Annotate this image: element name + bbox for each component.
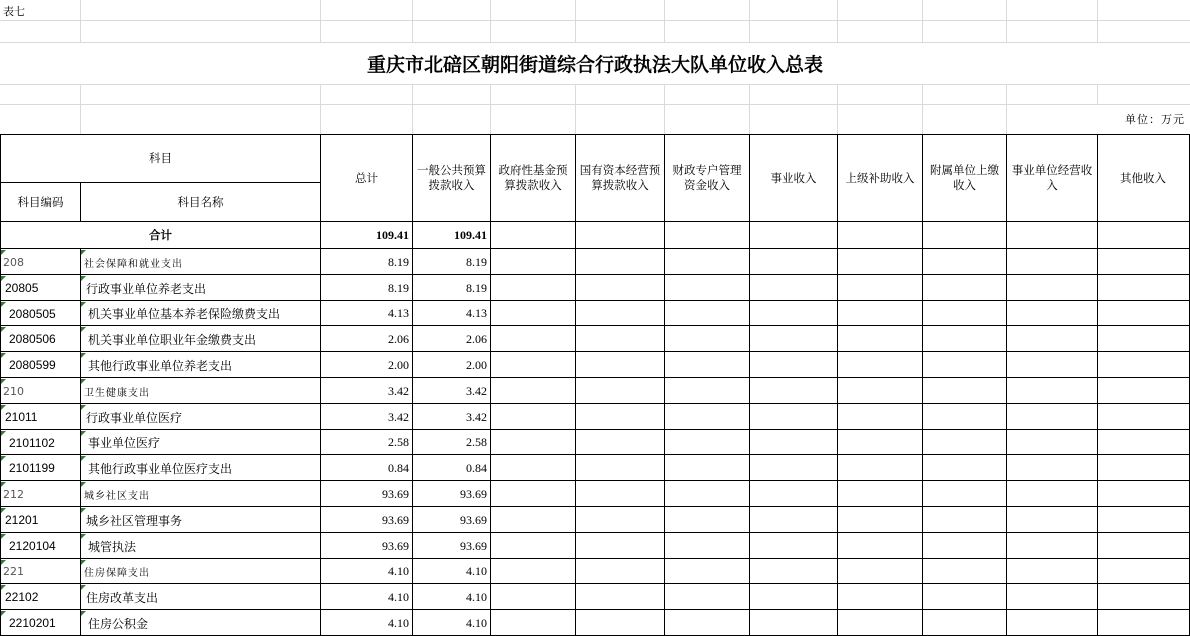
header-general-budget: 一般公共预算拨款收入 [417, 163, 486, 192]
cell-code[interactable]: 22102 [5, 590, 39, 604]
cell-marker-icon [1, 482, 6, 487]
table-border-line [0, 429, 1190, 430]
table-border-line [80, 248, 81, 636]
cell-name[interactable]: 其他行政事业单位医疗支出 [88, 461, 233, 476]
cell-name[interactable]: 其他行政事业单位养老支出 [88, 358, 233, 373]
cell-total[interactable]: 93.69 [382, 486, 409, 501]
grid-line [837, 0, 838, 42]
table-border-line [0, 506, 1190, 507]
cell-code[interactable]: 208 [3, 255, 24, 269]
table-border-line [0, 248, 1190, 249]
unit-label: 单位：万元 [1125, 113, 1185, 126]
cell-code[interactable]: 221 [3, 565, 24, 578]
grid-line [922, 0, 923, 42]
grid-line [837, 84, 838, 134]
cell-marker-icon [81, 276, 86, 281]
grid-line [0, 20, 1190, 21]
cell-total[interactable]: 2.06 [388, 331, 409, 346]
cell-code[interactable]: 212 [3, 487, 24, 501]
cell-name[interactable]: 机关事业单位基本养老保险缴费支出 [88, 307, 281, 321]
table-border-line [664, 134, 665, 636]
cell-marker-icon [1, 327, 6, 332]
cell-marker-icon [1, 560, 6, 565]
table-border-line [0, 454, 1190, 455]
table-border-line [837, 134, 838, 636]
cell-marker-icon [1, 250, 6, 255]
table-border-line [0, 134, 1190, 135]
cell-general-budget[interactable]: 2.06 [466, 331, 487, 346]
cell-name[interactable]: 住房保障支出 [84, 568, 150, 579]
cell-marker-icon [1, 379, 6, 384]
cell-marker-icon [1, 431, 6, 436]
cell-name[interactable]: 城乡社区管理事务 [86, 513, 183, 528]
header-code: 科目编码 [17, 194, 64, 209]
cell-name[interactable]: 行政事业单位养老支出 [86, 281, 207, 296]
cell-marker-icon [81, 508, 86, 513]
cell-code[interactable]: 20805 [5, 281, 39, 295]
cell-marker-icon [1, 508, 6, 513]
cell-marker-icon [81, 431, 86, 436]
cell-total[interactable]: 4.10 [388, 564, 409, 578]
cell-general-budget[interactable]: 2.00 [466, 357, 487, 372]
cell-marker-icon [81, 456, 86, 461]
grid-line [749, 84, 750, 134]
cell-code[interactable]: 2120104 [9, 539, 56, 553]
grid-line [1097, 84, 1098, 104]
cell-general-budget[interactable]: 4.10 [466, 615, 487, 630]
cell-marker-icon [1, 405, 6, 410]
cell-general-budget[interactable]: 3.42 [466, 383, 487, 398]
cell-name[interactable]: 行政事业单位医疗 [86, 410, 183, 425]
cell-general-budget[interactable]: 8.19 [466, 254, 487, 269]
cell-total[interactable]: 4.10 [388, 589, 409, 604]
cell-marker-icon [81, 379, 86, 384]
cell-marker-icon [1, 456, 6, 461]
cell-marker-icon [1, 276, 6, 281]
cell-marker-icon [81, 585, 86, 590]
totals-label: 合计 [149, 227, 172, 242]
cell-total[interactable]: 93.69 [382, 538, 409, 553]
grid-line [0, 42, 1190, 43]
cell-general-budget[interactable]: 3.42 [466, 409, 487, 424]
table-border-line [320, 134, 321, 636]
cell-total[interactable]: 93.69 [382, 512, 409, 527]
table-border-line [0, 609, 1190, 610]
grid-line [1006, 0, 1007, 42]
cell-total[interactable]: 0.84 [388, 460, 409, 475]
table-border-line [1097, 134, 1098, 636]
table-border-line [0, 558, 1190, 559]
table-number: 表七 [3, 5, 25, 18]
cell-marker-icon [81, 327, 86, 332]
cell-marker-icon [81, 482, 86, 487]
grid-line [80, 84, 81, 134]
table-border-line [0, 134, 1, 636]
grid-line [490, 0, 491, 42]
cell-name[interactable]: 事业单位医疗 [88, 436, 161, 450]
grid-line [0, 84, 1190, 85]
table-border-line [0, 583, 1190, 584]
table-border-line [0, 300, 1190, 301]
cell-general-budget[interactable]: 4.10 [466, 589, 487, 604]
cell-general-budget[interactable]: 93.69 [460, 538, 487, 553]
cell-code[interactable]: 21011 [5, 410, 38, 424]
header-subject: 科目 [149, 151, 172, 165]
cell-code[interactable]: 2080599 [9, 358, 56, 372]
cell-name[interactable]: 机关事业单位职业年金缴费支出 [88, 332, 257, 347]
page-title: 重庆市北碚区朝阳街道综合行政执法大队单位收入总表 [366, 53, 823, 76]
cell-marker-icon [1, 611, 6, 616]
table-border-line [0, 274, 1190, 275]
cell-marker-icon [81, 353, 86, 358]
grid-line [575, 0, 576, 42]
cell-code[interactable]: 2101102 [9, 435, 55, 450]
grid-line [490, 84, 491, 134]
cell-name[interactable]: 住房改革支出 [86, 590, 159, 605]
cell-marker-icon [1, 534, 6, 539]
table-border-line [0, 403, 1190, 404]
cell-marker-icon [81, 560, 86, 565]
cell-code[interactable]: 2210201 [9, 616, 56, 630]
table-border-line [0, 377, 1190, 378]
cell-general-budget[interactable]: 4.10 [466, 564, 487, 578]
cell-total[interactable]: 2.00 [388, 357, 409, 372]
grid-line [0, 104, 1190, 105]
cell-general-budget[interactable]: 93.69 [460, 486, 487, 501]
header-state-capital: 国有资本经营预算拨款收入 [579, 163, 661, 192]
cell-name[interactable]: 社会保障和就业支出 [84, 258, 183, 270]
cell-code[interactable]: 2080506 [9, 332, 56, 346]
grid-line [412, 0, 413, 42]
cell-general-budget[interactable]: 93.69 [460, 512, 487, 527]
grid-line [80, 0, 81, 42]
cell-general-budget[interactable]: 0.84 [466, 460, 487, 475]
cell-code[interactable]: 2080505 [9, 306, 56, 321]
grid-line [749, 0, 750, 42]
header-other: 其他收入 [1120, 170, 1166, 185]
cell-name[interactable]: 住房公积金 [88, 616, 149, 631]
cell-code[interactable]: 2101199 [9, 461, 55, 475]
cell-total[interactable]: 4.10 [388, 615, 409, 630]
cell-total[interactable]: 3.42 [388, 409, 409, 424]
table-border-line [0, 325, 1190, 326]
table-border-line [0, 480, 1190, 481]
cell-marker-icon [81, 250, 86, 255]
cell-total[interactable]: 3.42 [388, 383, 409, 398]
cell-code[interactable]: 21201 [5, 513, 39, 527]
table-border-line [0, 351, 1190, 352]
table-border-line [80, 182, 81, 222]
cell-name[interactable]: 城乡社区支出 [84, 490, 150, 502]
cell-marker-icon [1, 302, 6, 307]
grid-line [412, 84, 413, 134]
header-business-income: 事业收入 [770, 170, 817, 185]
table-border-line [749, 134, 750, 636]
cell-general-budget[interactable]: 2.58 [466, 435, 487, 449]
cell-marker-icon [81, 405, 86, 410]
totals-total[interactable]: 109.41 [376, 227, 409, 242]
table-border-line [575, 134, 576, 636]
cell-total[interactable]: 2.58 [388, 435, 409, 449]
table-border-line [1006, 134, 1007, 636]
cell-total[interactable]: 4.13 [388, 306, 409, 320]
table-border-line [0, 532, 1190, 533]
header-fiscal-account: 财政专户管理资金收入 [672, 163, 742, 192]
cell-marker-icon [81, 534, 86, 539]
cell-general-budget[interactable]: 4.13 [466, 306, 487, 320]
grid-line [320, 84, 321, 134]
table-border-line [0, 182, 320, 183]
cell-marker-icon [1, 353, 6, 358]
table-border-line [412, 134, 413, 636]
cell-marker-icon [81, 611, 86, 616]
cell-general-budget[interactable]: 8.19 [466, 280, 487, 295]
header-total: 总计 [355, 170, 378, 185]
header-affiliated: 附属单位上缴收入 [930, 163, 999, 192]
grid-line [1097, 0, 1098, 42]
cell-total[interactable]: 8.19 [388, 280, 409, 295]
cell-name[interactable]: 城管执法 [88, 539, 137, 554]
grid-line [320, 0, 321, 42]
table-border-line [0, 221, 1190, 222]
grid-line [664, 84, 665, 134]
cell-name[interactable]: 卫生健康支出 [84, 387, 150, 399]
header-operating: 事业单位经营收入 [1011, 163, 1093, 192]
grid-line [922, 84, 923, 134]
grid-line [575, 84, 576, 134]
cell-marker-icon [1, 585, 6, 590]
cell-code[interactable]: 210 [3, 384, 24, 398]
table-border-line [922, 134, 923, 636]
cell-marker-icon [81, 302, 86, 307]
cell-total[interactable]: 8.19 [388, 254, 409, 269]
grid-line [664, 0, 665, 42]
table-border-line [490, 134, 491, 636]
header-gov-fund: 政府性基金预算拨款收入 [498, 163, 568, 192]
header-name: 科目名称 [177, 194, 224, 209]
totals-general-budget[interactable]: 109.41 [454, 227, 487, 242]
header-superior-subsidy: 上级补助收入 [845, 170, 915, 185]
